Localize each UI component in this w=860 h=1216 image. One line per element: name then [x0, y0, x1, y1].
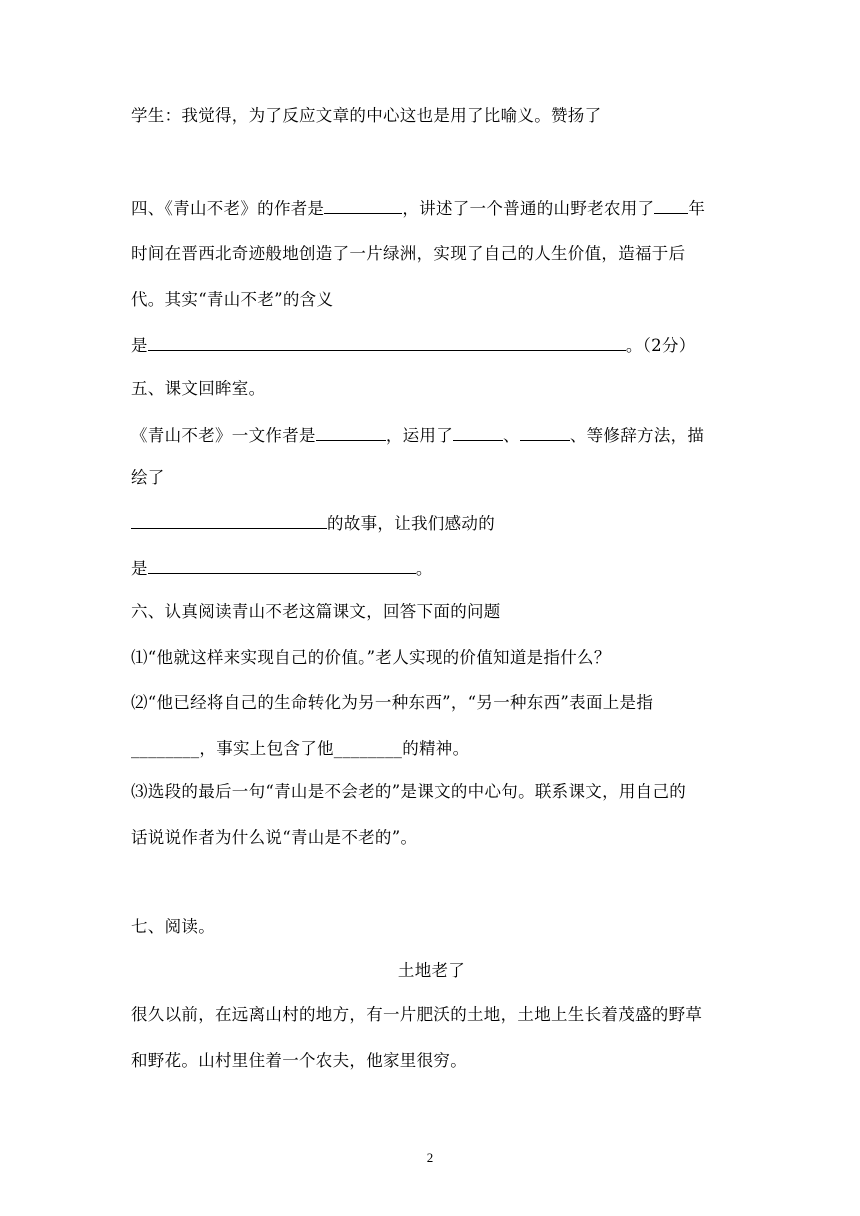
answer-blank[interactable] [453, 422, 503, 441]
answer-blank[interactable] [148, 332, 626, 351]
text-line: ________，事实上包含了他________的精神。 [131, 739, 470, 758]
text-segment: ，运用了 [385, 426, 454, 445]
text-segment: 。 [415, 559, 433, 578]
question-5-line-1 [131, 422, 732, 449]
text-line: 时间在晋西北奇迹般地创造了一片绿洲，实现了自己的人生价值，造福于后 [131, 244, 686, 263]
question-4-line-1 [131, 195, 732, 222]
answer-blank[interactable] [324, 195, 402, 214]
text-line: ⑴“他就这样来实现自己的价值。”老人实现的价值知道是指什么？ [131, 648, 611, 667]
page-number: 2 [426, 1150, 434, 1165]
text-segment: 、等修辞方法，描 [569, 426, 705, 445]
text-line: 代。其实“青山不老”的含义 [131, 290, 334, 309]
text-segment: 是 [131, 336, 148, 355]
section-heading: 五、课文回眸室。 [131, 379, 266, 398]
text-line: 很久以前，在远离山村的地方，有一片肥沃的土地，土地上生长着茂盛的野草 [131, 1005, 703, 1024]
text-segment: 的故事，让我们感动的 [327, 514, 495, 533]
answer-blank[interactable] [148, 555, 416, 574]
answer-blank[interactable] [654, 195, 688, 214]
answer-blank[interactable] [520, 422, 570, 441]
question-4-line-4 [131, 332, 732, 359]
text-segment: 年 [688, 199, 706, 218]
section-heading: 七、阅读。 [131, 917, 215, 936]
text-line: 话说说作者为什么说“青山是不老的”。 [131, 828, 418, 847]
text-line: ⑵“他已经将自己的生命转化为另一种东西”，“另一种东西”表面上是指 [131, 693, 654, 712]
text-segment: ，讲述了一个普通的山野老农用了 [402, 199, 655, 218]
question-5-line-4 [131, 555, 732, 582]
question-5-line-3 [131, 510, 732, 537]
text-segment: 是 [131, 559, 148, 578]
answer-blank[interactable] [131, 510, 327, 529]
text-line: ⑶选段的最后一句“青山是不会老的”是课文的中心句。联系课文，用自己的 [131, 782, 687, 801]
text-segment: 、 [503, 426, 520, 445]
text-segment: 四、《青山不老》的作者是 [131, 199, 325, 218]
story-title: 土地老了 [397, 961, 466, 980]
answer-blank[interactable] [316, 422, 386, 441]
text-line: 学生：我觉得，为了反应文章的中心这也是用了比喻义。赞扬了 [131, 106, 602, 125]
text-segment: 《青山不老》一文作者是 [131, 426, 316, 445]
text-line: 和野花。山村里住着一个农夫，他家里很穷。 [131, 1051, 467, 1070]
text-line: 绘了 [131, 468, 165, 487]
text-segment: 。（2分） [625, 336, 696, 355]
section-heading: 六、认真阅读青山不老这篇课文，回答下面的问题 [131, 602, 501, 621]
